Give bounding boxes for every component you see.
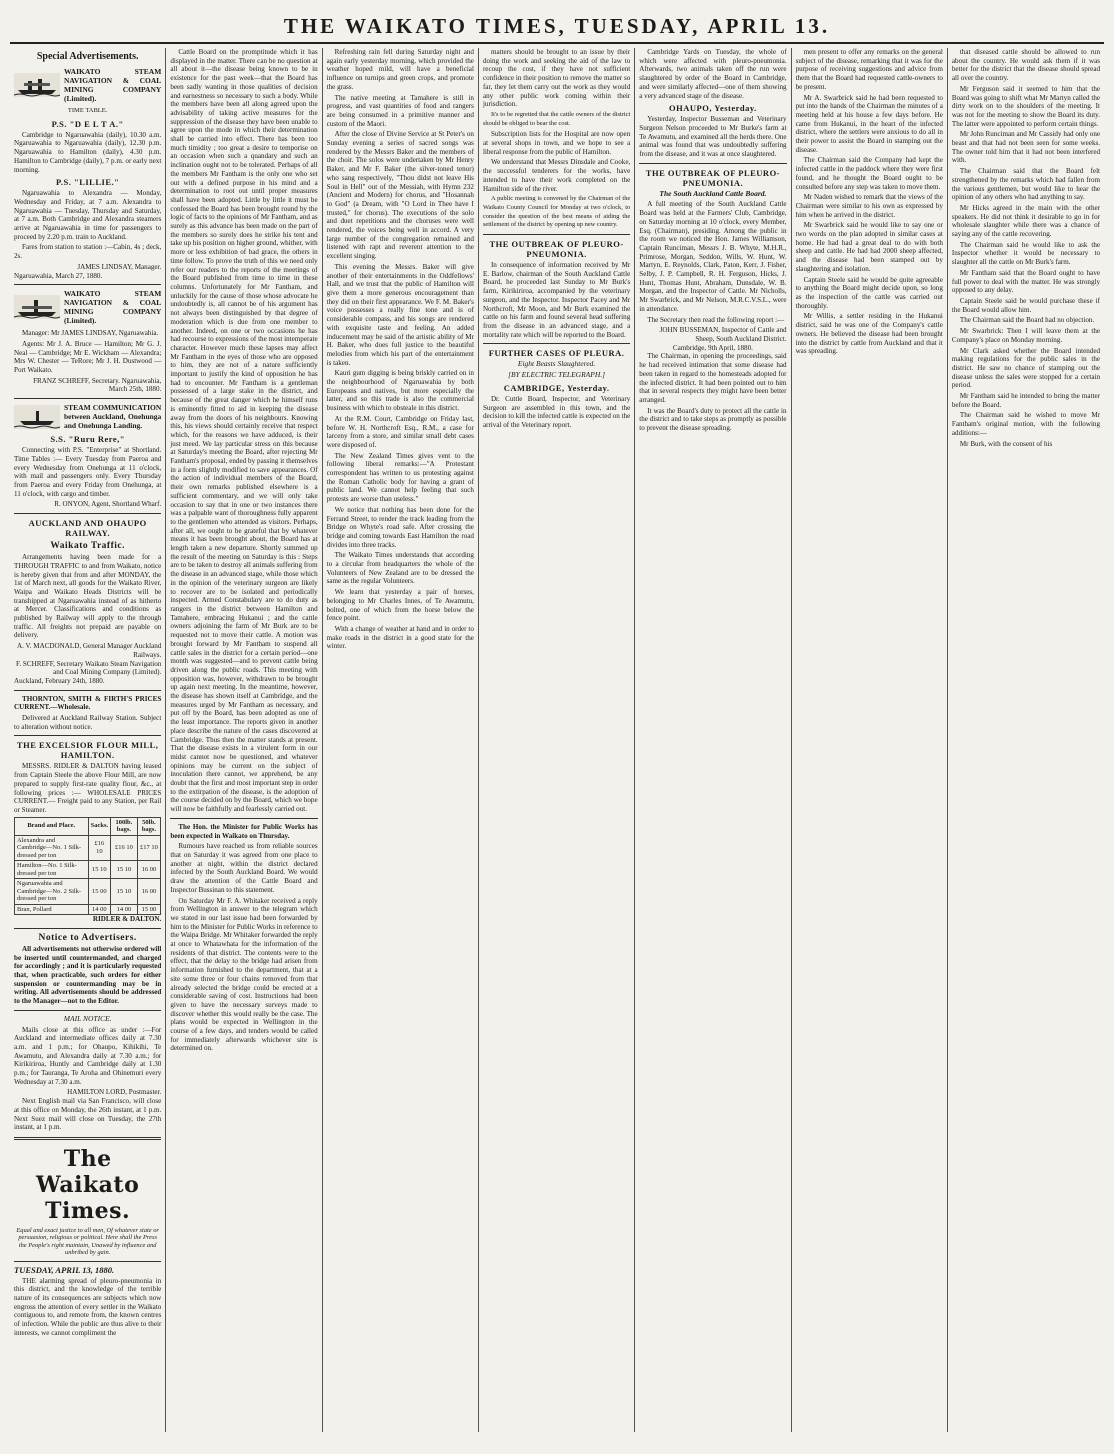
further-cases-heading: FURTHER CASES OF PLEURA. <box>488 348 625 359</box>
table-cell: Alexandra and Cambridge—No. 1 Silk-dressed per ton <box>15 835 89 861</box>
column-7 <box>948 48 1104 1432</box>
note-paragraph: A public meeting is convened by the Chairman of the Waikato County Council for Monday at two o'clock, to consider the question of the best means of aiding the settlement of the district by opening up new country. <box>482 195 631 229</box>
table-row <box>15 879 161 905</box>
table-row <box>15 861 161 879</box>
meeting-paragraph: The Chairman said the Board had no objection. <box>959 316 1095 325</box>
schreff-signature: F. SCHREFF, Secretary Waikato Steam Navigation and Coal Mining Company (Limited). <box>15 659 162 677</box>
excelsior-heading: THE EXCELSIOR FLOUR MILL, HAMILTON. <box>16 740 159 761</box>
table-cell: 15 00 <box>88 879 111 905</box>
editorial-opening: THE alarming spread of pleuro-pneumonia in this district, and the knowledge of the terrible nature of its consequences are subjects which now engross the attention of every settler in the Waikato contiguous to, and remote from, the known centres of infection. While the public are thus alive to their interests, we cannot compliment the <box>14 1276 162 1337</box>
meeting-paragraph: Mr John Runciman and Mr Cassidy had only one beast and that had not been seen for some weeks. The owner told him that it had not been interfered with. <box>951 130 1101 165</box>
flour-price-table <box>14 817 161 916</box>
horses-paragraph: We learn that yesterday a pair of horses, belonging to Mr Charles Innes, of Te Awamutu, bolted, one of which from the horse below the fence point. <box>326 588 474 623</box>
table-header-row <box>15 817 161 835</box>
table-cell: 15 10 <box>111 861 137 879</box>
masthead: THE WAIKATO TIMES, TUESDAY, APRIL 13. <box>10 10 1104 44</box>
bridge-paragraph: We understand that Messrs Dinsdale and Cooke, the successful tenderers for the works, have intended to have their work completed on the Hamilton side of the river. <box>482 158 631 193</box>
column-2 <box>166 48 322 1432</box>
whitaker-paragraph: On Saturday Mr F. A. Whitaker received a reply from Wellington in answer to the telegram which we stated in our last issue had been forwarded by him to the Minister for Public Works in reference to the Waipa Bridge. Mr Whitaker forwarded the reply at once to Whatawhata for the information of the residents of that district. The contents were to the effect, that the delay to the bridge had arisen from information furnished to the department, that at a site some three or four chains removed from that already selected the bridge could be erected at a considerable saving of cost. Instructions had been given to have the necessary surveys made to discover whether this would really be the case. The plans would be expected in Wellington in the course of a few days, and tenders would be called for immediately afterwards whichever site is determined on. <box>170 896 318 1053</box>
mail-notice-text: Mails close at this office as under :—For Auckland and intermediate offices daily at 7.30 a.m. and 1 p.m.; for Ohaupo, Kihikihi, Te Awamutu, and Alexandra daily at 7.30 a.m.; for Kirikiriroa, Huntly and Cambridge daily at 1.30 p.m.; for Tauranga, Te Aroha and Ohinemuri every Wednesday at 7.30 a.m. <box>14 1025 162 1086</box>
divider <box>14 284 161 285</box>
lindsay-date: Ngaruawahia, March 27, 1880. <box>14 271 103 280</box>
road-paragraph: We notice that nothing has been done for the Ferrand Street, to render the track leading from the Bridge on Whyte's road safe. After crossing the bridge and coming towards East Hamilton the road divides into three tracks. <box>326 505 474 549</box>
ridler-signature: RIDLER & DALTON. <box>92 915 162 924</box>
note-paragraph: It's to be regretted that the cattle owners of the district should be obliged to bear the cost. <box>482 110 631 127</box>
meeting-paragraph: men present to offer any remarks on the general subject of the disease, remarking that it was for the purpose of receiving suggestions and advice from them that the Board had requested cattle-owners to be present. <box>795 48 943 91</box>
cambridge-dateline: CAMBRIDGE, Yesterday. <box>503 382 610 393</box>
table-header-cell: Brand and Place. <box>15 817 89 835</box>
divider <box>483 343 630 344</box>
special-ads-heading: Special Advertisements. <box>36 51 139 62</box>
meeting-paragraph: Mr Willis, a settler residing in the Hukanui district, said he was one of the Company's cattle owners. He believed the disease had been brought into the district by cattle from Auckland and that it was spreading. <box>795 312 943 356</box>
meeting-paragraph: The Chairman said he would like to ask the Inspector whether it would be necessary to slaughter all the cattle on Mr Burk's farm. <box>951 240 1101 267</box>
board-subheading: The South Auckland Cattle Board. <box>659 188 767 198</box>
report-date: Cambridge, 9th April, 1880. <box>672 343 753 352</box>
minister-paragraph: The Hon. the Minister for Public Works has been expected in Waikato on Thursday. <box>170 822 318 840</box>
table-cell: 14 00 <box>88 904 111 915</box>
traffic-heading: Waikato Traffic. <box>50 541 125 552</box>
company-advert-2 <box>14 289 161 325</box>
volunteers-paragraph: The Waikato Times understands that according to a circular from headquarters the whole of the Volunteers of New Zealand are to be dressed the same as the regular Volunteers. <box>326 551 474 586</box>
divider <box>639 163 786 164</box>
thornton-text: Delivered at Auckland Railway Station. Subject to alteration without notice. <box>14 714 162 731</box>
steamship-icon <box>14 295 60 319</box>
divider <box>14 513 161 514</box>
table-row <box>15 904 161 915</box>
divine-service-paragraph: After the close of Divine Service at St Peter's on Sunday evening a series of sacred songs was rendered by the Messrs Baker and the members of the choir. The solos were undertaken by Mr Henry Baker, and Mr F. Baker (the silver-toned tenor) who sang respectively, "Thou didst not leave His Soul in Hell" out of the Messiah, with Hymn 232 (Ancient and Modern) for chorus, and "Hosannah to God" (a Dream, with "O Lord in Thee have I trusted," for chorus). The executions of the solo and duet repetitions and the choruses were well rendered, the voices being well in accord. A very large number of the congregation remained and listened with rapt and reverent attention to the excellent singing. <box>326 130 474 261</box>
column-3 <box>323 48 479 1432</box>
cambridge-text: Dr. Cuttle Board, Inspector, and Veterinary Surgeon are assembled in this town, and the decision to kill the infected cattle is expected on the arrival of the Veterinary report. <box>482 394 631 429</box>
company-name: WAIKATO STEAM NAVIGATION & COAL MINING COMPANY (Limited). <box>64 289 162 326</box>
onyon-signature: R. ONYON, Agent, Shortland Wharf. <box>54 500 162 509</box>
notice-text: All advertisements not otherwise ordered will be inserted until countermanded, and charged for accordingly ; and it is particularly requested that, when practicable, such orders for either suspension or countermanding may be in writing. All advertisements should be addressed to the Manager—not to the Editor. <box>14 944 162 1006</box>
eight-beasts-subheading: Eight Beasts Slaughtered. <box>517 359 596 369</box>
delta-schedule: Cambridge to Ngaruawahia (daily), 10.30 a.m. Ngaruawahia to Ngaruawahia (daily), 12.30 p.m. Ngaruawahia to Hamilton (daily), 4.30 p.m. Hamilton to Cambridge (daily), 7 p.m. or early next morning. <box>14 130 162 174</box>
rain-paragraph: Refreshing rain fell during Saturday night and again early yesterday morning, which provided the weather hoped mild, will have a beneficial influence on turnips and green crops, and promote the grass. <box>326 48 474 91</box>
meeting-paragraph: Mr Hicks agreed in the main with the other speakers. He did not think it desirable to go in for wholesale slaughter while there was a chance of saying any of the cattle recovering. <box>951 203 1101 239</box>
table-cell: Hamilton—No. 1 Silk-dressed per ton <box>15 861 89 879</box>
company-name: WAIKATO STEAM NAVIGATION & COAL MINING COMPANY (Limited). <box>64 67 162 103</box>
weather-paragraph: With a change of weather at hand and in order to make roads in the district in a good state for the winter. <box>326 625 474 651</box>
divider <box>14 690 161 691</box>
column-4 <box>479 48 635 1432</box>
board-duty-paragraph: It was the Board's duty to protect all the cattle in the district and to take steps as promptly as possible to prevent the disease spreading. <box>639 406 787 433</box>
rumours-paragraph: Rumours have reached us from reliable sources that on Saturday it was agreed from one place to another at night, within the district declared infected by the South Auckland Board. We would draw the attention of the Cattle Board and Inspector Bussinan to this statement. <box>170 842 318 894</box>
table-cell: Bran, Pollard <box>15 904 89 915</box>
table-header-cell: Sacks. <box>88 817 111 835</box>
cambridge-yards-paragraph: Cambridge Yards on Tuesday, the whole of which were affected with pleuro-pneumonia. Afterwards, two animals taken off the run were slaughtered by order of the Board in Cambridge, and were similarly affected—one of them showing a very advanced stage of the disease. <box>639 48 787 100</box>
table-cell: 16 00 <box>137 861 161 879</box>
divider <box>14 398 161 399</box>
divider <box>170 818 317 819</box>
outbreak-heading: THE OUTBREAK OF PLEURO-PNEUMONIA. <box>489 239 624 260</box>
ps-delta: P.S. "D E L T A." <box>51 118 124 129</box>
postmaster-signature: HAMILTON LORD, Postmaster. <box>67 1088 162 1097</box>
entertainment-paragraph: This evening the Messrs. Baker will give another of their entertainments in the Oddfellows' Hall, and we trust that the public of Hamilton will give them a more generous encouragement than they did on their first appearance. We F. M. Baker's voice possesses a really fine tone and is of considerable compass, and his songs are rendered with exquisite taste and feeling. An added inducement may be said of the artistic ability of Mr H. Baker, who does full justice to the beautiful melodies from which his part of the entertainment is taken. <box>326 262 474 367</box>
manager-line: Manager: Mr JAMES LINDSAY, Ngaruawahia. <box>22 329 159 338</box>
meeting-paragraph: Mr Naden wished to remark that the views of the Chairman were similar to his own as expressed by him when he arrived in the district. <box>795 193 943 219</box>
outbreak-text: In consequence of information received by Mr E. Barlow, chairman of the South Auckland Cattle Board, he proceeded last Sunday to Mr Burk's farm, Kirikiriroa, accompanied by the veterinary surgeon, and the Inspector. Inspector Pacey and Mr Northcroft, Mr Moon, and Mr Burk examined the cattle on his farm and found several head suffering from the disease in an advanced stage, and a mortality rate which will be reported to the Board. <box>482 261 631 339</box>
table-cell: 15 10 <box>111 879 137 905</box>
meeting-paragraph: Captain Steele said he would purchase these if the Board would allow him. <box>951 296 1101 314</box>
subscription-paragraph: Subscription lists for the Hospital are now open at several shops in town, and we hope to see a liberal response from the public of Hamilton. <box>482 130 631 156</box>
meeting-paragraph: Mr Swarbrick: Then I will leave them at the Company's place on Monday morning. <box>951 327 1101 344</box>
board-meeting-text: A full meeting of the South Auckland Cattle Board was held at the Farmers' Club, Cambridge, on Saturday morning at 10 o'clock, every Member, Esq. (Chairman), presiding. Among the public in the room we noticed the Hon. James Williamson, Captain Runciman, Messrs J. B. Whyte, M.H.R., Primrose, Morgan, Seddon, Wills, W. Hunt, W. Martyn, E. Reynolds, Clark, Paton, Kerr, J. Fisher, Selby, J. P. Campbell, R. H. Ferguson, Hicks, J. Hunt, Thomas Hunt, Abraham, Dunsdale, W. B. Morgan, and the Inspector of Cattle. Mr Nicholls, Mr Swarbrick, and Mr Nelson, M.R.C.V.S.L., were in attendance. <box>639 200 787 313</box>
chairman-opening: The Chairman, in opening the proceedings, said he had received intimation that some disease had been taken in regard to the homesteads adopted for the infected district. It had been pointed out to him that in several respects they might have been better arranged. <box>639 352 787 404</box>
ss-ruru: S.S. "Ruru Rere," <box>50 434 125 445</box>
meeting-paragraph: Mr Fantham said that the Board ought to have full power to deal with the matter. He was strongly opposed to any delay. <box>951 268 1101 295</box>
fares: Fares from station to station :—Cabin, 4s ; deck, 2s. <box>14 243 162 261</box>
table-cell: 16 00 <box>137 879 161 905</box>
divider <box>14 1261 161 1262</box>
railway-heading: AUCKLAND AND OHAUPO RAILWAY. <box>28 518 147 539</box>
outbreak-heading-2: THE OUTBREAK OF PLEURO-PNEUMONIA. <box>645 167 781 188</box>
divider <box>14 1137 161 1140</box>
inspector-signature: JOHN BUSSEMAN, Inspector of Cattle and Sheep, South Auckland District. <box>659 326 787 343</box>
tamahere-paragraph: The native meeting at Tamahere is still in progress, and vast quantities of food and rangers are being consumed in a primitive manner and custom of the Maori. <box>326 93 474 128</box>
meeting-paragraph: Mr Ferguson said it seemed to him that the Board was going to shift what Mr Martyn called the dirty work on to the shoulders of the meeting. It was not for the meeting to show the Board its duty. The latter were appointed to perform certain things. <box>951 84 1101 128</box>
table-header-cell: 50lb. bags. <box>137 817 161 835</box>
motto: Equal and exact justice to all men, Of whatever state or persuasion, religious or political. Here shall the Press the People's right maintain, Unawed by influence and unbribed by gain. <box>16 1226 159 1257</box>
meeting-paragraph: The Chairman said that the Board felt strengthened by the remarks which had fallen from the various gentlemen, but would like to hear the opinion of any others who had anything to say. <box>951 167 1101 202</box>
table-header-cell: 100lb. bags. <box>111 817 137 835</box>
columns <box>10 48 1104 1432</box>
meeting-paragraph: Captain Steele said he would be quite agreeable to anything the Board might decide upon, so long as the inspection of the cattle was carried out thoroughly. <box>795 275 943 310</box>
time-table-label: TIME TABLE. <box>67 107 108 114</box>
ps-lillie: P.S. "LILLIE." <box>55 177 120 188</box>
divider <box>14 735 161 736</box>
ohaupo-dateline: OHAUPO, Yesterday. <box>669 103 757 114</box>
steam-communication-title: STEAM COMMUNICATION between Auckland, Onehunga and Onehunga Landing. <box>64 403 162 431</box>
table-cell: 15 10 <box>88 861 111 879</box>
meeting-paragraph: Mr Burk, with the consent of his <box>959 439 1053 448</box>
editorial-dateline: TUESDAY, APRIL 13, 1880. <box>14 1264 115 1275</box>
steamship-icon <box>14 73 60 97</box>
telegraph-label: [BY ELECTRIC TELEGRAPH.] <box>508 370 606 380</box>
matters-paragraph: matters should be brought to an issue by their doing the work and seeking the aid of the law to recoup the cost, if they have not sufficient confidence in their position to remove the matter so far, they let them carry out the work as they would any other public work coming within their jurisdiction. <box>482 48 631 109</box>
ruru-schedule: Connecting with P.S. "Enterprise" at Shortland. Time Tables :— Every Tuesday from Paeroa and every Wednesday from Onehunga at 11 o'clock, with mail and passengers only. Every Thursday from Paeroa and every Friday from Onehunga, at 11 o'clock, with cargo and timber. <box>14 446 162 498</box>
table-cell: Ngaruawahia and Cambridge—No. 2 Silk-dressed per ton <box>15 879 89 905</box>
table-cell: £17 10 <box>137 835 161 861</box>
mail-notice-text-2: Next English mail via San Francisco, will close at this office on Monday, the 26th instant, at 1 p.m. Next Suez mail will close on Tuesday, the 27th instant, at 1 p.m. <box>14 1097 162 1132</box>
divider <box>14 1010 161 1011</box>
lillie-schedule: Ngaruawahia to Alexandra — Monday, Wednesday and Friday, at 7 a.m. Alexandra to Ngaruawahia — Tuesday, Thursday and Saturday, at 7 a.m. Both Cambridge and Alexandra steamers arrive at Ngaruawahia in time for passengers to proceed by 2.20 p.m. train to Auckland. <box>14 189 162 241</box>
mail-notice-heading: MAIL NOTICE. <box>63 1013 112 1023</box>
table-cell: £16 10 <box>111 835 137 861</box>
nz-times-paragraph: The New Zealand Times gives vent to the following liberal remarks:—"A Protestant correspondent has written to us protesting against the Roman Catholic body for having a grant of public land. We cannot help feeling that such protests are worse than useless." <box>326 451 474 504</box>
steamship-icon <box>14 405 60 429</box>
newspaper-page <box>10 10 1104 1434</box>
divider <box>483 234 630 235</box>
meeting-paragraph: The Chairman said the Company had kept the infected cattle in the paddock where they were first found, and he thought the Board ought to be consulted before any step was taken to move them. <box>795 156 943 191</box>
traffic-text: Arrangements having been made for a THROUGH TRAFFIC to and from Waikato, notice is hereby given that from and after MONDAY, the 1st of March next, all goods for the Waikato River, Waipa and Waikato Heads Districts will be transhipped at Ngaruawahia instead of as hitherto at Mercer. Classifications and conditions as published by Railway will apply to the through traffic. All freights not prepaid are payable on delivery. <box>14 553 162 640</box>
meeting-paragraph: Mr Swarbrick said he would like to say one or two words on the plan adopted in similar cases at home. He had had a great deal to do with both sheep and cattle. He had had 2000 sheep affected, and the disease had been stamped out by slaughtering and isolation. <box>795 221 943 273</box>
franz-signature: FRANZ SCHREFF, Secretary. Ngaruawahia, March 25th, 1880. <box>33 376 162 394</box>
auckland-date: Auckland, February 24th, 1880. <box>14 676 105 685</box>
steam-communication-advert <box>14 403 161 430</box>
secretary-read: The Secretary then read the following report :— <box>647 315 785 324</box>
excelsior-text: MESSRS. RIDLER & DALTON having leased from Captain Steele the above Flour Mill, are now prepared to supply first-rate quality flour, &c., at following prices :— WHOLESALE PRICES CURRENT.— Freight paid to any Station, per Rail or Steamer. <box>14 762 162 814</box>
table-cell: 15 00 <box>137 904 161 915</box>
table-row <box>15 835 161 861</box>
company-advert-1 <box>14 67 161 103</box>
meeting-paragraph: Mr Clark asked whether the Board intended making regulations for the public sales in the district. He saw no chance of stamping out the disease unless the sales were stopped for a certain period. <box>951 346 1101 390</box>
column-6 <box>792 48 948 1432</box>
notice-heading: Notice to Advertisers. <box>38 932 137 943</box>
thornton-heading: THORNTON, SMITH & FIRTH'S PRICES CURRENT.—Wholesale. <box>14 694 162 712</box>
macdonald-signature: A. V. MACDONALD, General Manager Auckland Railways. <box>16 642 162 659</box>
column-1 <box>10 48 166 1432</box>
ohaupo-text: Yesterday, Inspector Busseman and Veterinary Surgeon Nelson proceeded to Mr Burke's farm at Te Awamutu, and examined all the herds there. One animal was found that was undoubtedly suffering from the disease, and it was at once slaughtered. <box>639 115 787 159</box>
meeting-paragraph: The Chairman said he wished to move Mr Fantham's original motion, with the following additions:— <box>951 411 1101 437</box>
meeting-paragraph: Mr A. Swarbrick said he had been requested to put into the hands of the Chairman the minutes of a meeting held at his house a few days before. He came from Hukanui, in the heart of the infected district, where the settlers were anxious to do all in their power to assist the Board in stamping out the disease. <box>795 93 943 154</box>
paper-title: The Waikato Times. <box>36 1145 140 1224</box>
table-cell: 14 00 <box>111 904 137 915</box>
column-5 <box>635 48 791 1432</box>
meeting-paragraph: Mr Fantham said he intended to bring the matter before the Board. <box>951 392 1101 409</box>
editorial-body: Cattle Board on the promptitude which it has displayed in the matter. There can be no question at all about it—the disease being known to be in existence for the past week—that the Board has been sadly wanting in those qualities of decision and earnestness so necessary to such a body. While the members have been all along agreed upon the advisability of taking active measures for the suppression of the disease they have been unable to agree upon the mode in which their determination shall be carried into effect. There has been too much timidity ; too great a desire to temporise on an occasion when such a quandary and such an inclination ought not to be tolerated. Perhaps of all the members Mr Fantham is the only one who set out with a defined purpose in his mind and a determination to root out until proper measures shall have been adopted. Little by little it must be confessed the Board has been brought round by the logic of facts to the opinions of Mr Fantham, and as surely as this advance has been made on the part of the members so surely does he strike his tent and take up his position on higher ground, whither, with more or less exhibition of bad grace, the others in time follow. To prove the truth of this we need only refer our readers to the reports of the meetings of the Board published from time to time in these columns. Unfortunately for Mr Fantham, and unluckily for the cause of those whose advocate he undoubtedly is, all cannot be of his argument has not always been distinguished by that degree of moderation which is due from one member to another. Indeed, on one or two occasions he has had recourse to expressions of the most intemperate character. However much these lapses may affect Mr Fantham in the eyes of those who are opposed to him, they are not of a nature sufficiently important to justify the kind of opposition he has had to encounter. Mr Fantham is a gentleman possessed of a large stake in the district, and because of the great danger which he himself runs is eminently fitted to aid in keeping the disease away from the doors of his neighbours. Knowing this, his views should certainly receive that respect which, for the reasons we have adduced, is their just meed. We lay particular stress on this because at Saturday's meeting the Board, after rejecting Mr Fantham's proposal, ended by passing it themselves in a form slightly modified to save appearances. Of the action of individual members of the Board, their own remarks published elsewhere is a sufficient commentary, and we will only take occasion to say that in one or two instances there was a palpable want of thoroughness fully apparent to the gentlemen who attended as visitors. Perhaps, after all, we ought to be grateful that by whatever means it has been brought about, the Board has at length taken a new departure. Shortly summed up the result of the meeting on Saturday is this : Steps are to be taken to destroy all animals suffering from the disease in an advanced stage, while those which in the opinion of the veterinary surgeon are likely to recover are to be isolated and periodically inspected. Armed Constabulary are to do duty as rangers in the district between Hamilton and Tamahere, embracing Hukanui ; and the cattle owners adjoining the farm of Mr Burk are to be requested not to move their cattle. A motion was brought forward by Mr Fantham to suspend all cattle sales in the district for a certain period—one month was suggested—and to prevent cattle being driven along the public roads. This meeting with opposition was, however, withdrawn to be brought up again next meeting. In the meantime, however, the disease has shown itself at Cambridge, and the measures urged by Mr Fantham as necessary, and put off by the Board, has been adopted as one of the least importance. The reports given in another place describe the nature of the cases discovered at Cambridge. Thus then the matter stands at present. That the disease exists in a virulent form in our midst cannot now be questioned, and whatever opinions may be current on the subject of inoculation there cannot, we apprehend, be any doubt that the first and most important step in order to the extirpation of the disease, is the adoption of the course decided on by the Board, which we hope will now be faithfully and fearlessly carried out. <box>170 48 318 814</box>
agents-list: Agents: Mr J. A. Bruce — Hamilton; Mr G. J. Neal — Cambridge; Mr E. Wickham — Alexandra; Mrs W. Chester — TeRore; Mr J. H. Dustwood — Port Waikato. <box>14 339 162 375</box>
rm-court-paragraph: At the R.M. Court, Cambridge on Friday last, before W. H. Northcroft Esq., R.M., a case for larceny from a store, and similar small debt cases were disposed of. <box>326 414 474 449</box>
gum-paragraph: Kauri gum digging is being briskly carried on in the neighbourhood of Ngaruawahia by both Europeans and natives, but more especially the latter, and so this trade is also the commercial business with which to obsteale in this district. <box>326 369 474 413</box>
lindsay-signature: JAMES LINDSAY, Manager. <box>77 262 162 271</box>
meeting-paragraph: that diseased cattle should be allowed to run about the country. He would ask them if it was better for the district that the disease should spread all over the country. <box>951 48 1101 83</box>
table-cell: £16 10 <box>88 835 111 861</box>
divider <box>14 928 161 929</box>
